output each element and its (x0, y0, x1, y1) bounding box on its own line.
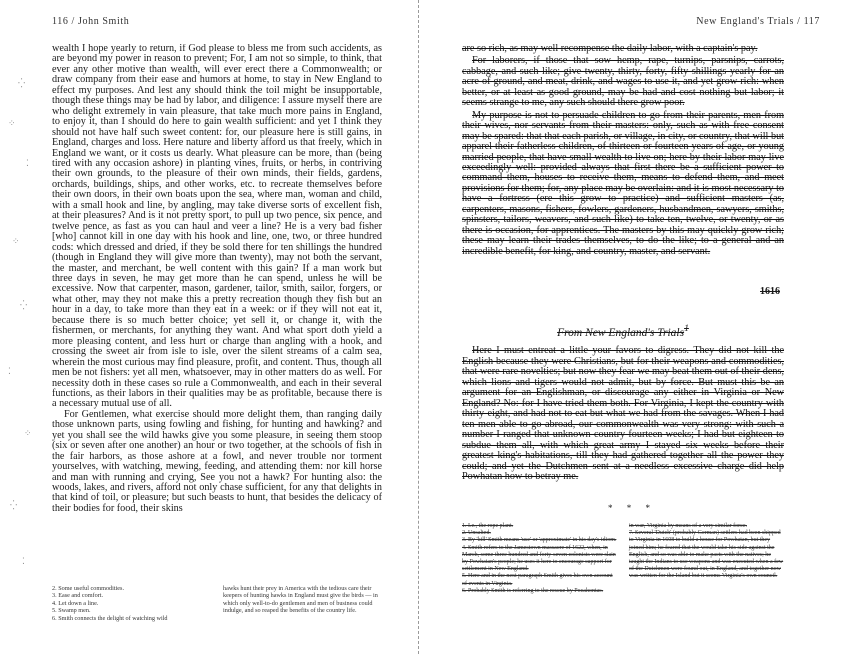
footnote: 2. Unsalted. (462, 530, 491, 537)
footnote: hawks hunt their prey in America with the tedious care their keepers of hunting hawks in England must give the birds — in which only well-to-do gentlemen and men of business could indulge, and so reaped the benefits of the country life. (223, 585, 378, 615)
footnote: 5. Here and in the next paragraph Smith gives his own account of events in Virginia. (462, 573, 613, 587)
margin-mark: ⁚ (22, 556, 25, 566)
left-running-head: 116 / John Smith (52, 16, 130, 27)
footnote: 4. Smith refers to the Jamestown massacre of 1622, when, in March, some three hundred and forty-seven colonists were slain by Powhatan's people; he uses it here to encourage support for settlement in New England. (462, 544, 616, 573)
date-line: 1616 (760, 286, 780, 297)
section-body (462, 346, 784, 483)
section-break: * * * (608, 503, 656, 513)
right-running-head: New England's Trials / 117 (696, 16, 820, 27)
page-gutter (418, 0, 419, 654)
footnote: 5. Swamp men. (52, 607, 91, 615)
margin-annotations (0, 0, 60, 654)
left-footnotes (52, 585, 382, 622)
margin-mark: ⁛ (20, 300, 28, 310)
footnote: 3. By 'kill' Smith means 'use' or 'approximate' in his day's idiom. (462, 537, 617, 544)
section-title (462, 323, 784, 339)
footnote-column (223, 585, 382, 622)
paragraph: For Gentlemen, what exercise should more delight them, than ranging daily those unknown parts, using fowling and fishing, for hunting and hawking? and yet you shall see the wild hawks give you some pleasure, in seeing them stoop (six or seven after one another) an hour or two together, at the schools of fish in the fair harbors, as those ashore at a fowl, and never trouble nor torment yourselves, with watching, mewing, feeding, and attending them: nor kill horse and man with running and crying, See you not a hawk? For hunting also: the woods, lakes, and rivers, afford not only chase sufficient, for any that delights in that kind of toil, or pleasure; but such beasts to hunt, that besides the delicacy of their bodies for food, their skins (52, 408, 382, 514)
paragraph: Here I must entreat a little your favors to digress. They did not kill the English because they were Christians, but for their weapons and commodities, that were rare novelties; but now they fear we may beat them out of their dens, which lions and tigers would not admit, but by force. But must this be an argument for an Englishman, or discourage any either in Virginia or New England? No: for I have tried them both. For Virginia, I kept the country with thirty-eight, and had not to eat but what we had from the savages. When I had ten men able to go abroad, our commonwealth was very strong: with such a number I ranged that unknown country fourteen weeks; I had but eighteen to subdue them all, with which great army I stayed six weeks before their greatest king's habitations, till they had gathered together all the power they could; and yet the Dutchmen sent at a needless excessive charge did help Powhatan how to betray me. (462, 345, 784, 482)
margin-mark: ⁘ (8, 118, 16, 128)
right-footnotes (462, 523, 784, 595)
paragraph: For laborers, if those that sow hemp, rape, turnips, parsnips, carrots, cabbage, and such like; give twenty, thirty, forty, fifty shillings yearly for an acre of ground, and meat, drink, and wages to use it, and yet grow rich: when better, or at least as good ground, may be had and cost nothing but labor; it seems strange to me, any such should there grow poor. (462, 55, 784, 109)
section-title-text: From New England's Trials (557, 326, 685, 339)
left-body-text (52, 44, 382, 579)
margin-mark: ⁘ (24, 428, 32, 438)
footnote: 6. Smith connects the delight of watching wild (52, 614, 168, 622)
footnote: 3. Ease and comfort. (52, 592, 104, 600)
paragraph: are so rich, as may well recompense the daily labor, with a captain's pay. (462, 43, 758, 54)
margin-mark: ⁘ (12, 236, 20, 246)
right-body-text (462, 44, 784, 259)
footnote-column (462, 523, 617, 595)
margin-mark: ⁛ (10, 500, 18, 510)
paragraph: My purpose is not to persuade children to go from their parents, men from their wives, nor servants from their masters: only, such as with free consent may be spared: that that each parish, or village, in city, or country, that will but apparel their fatherless children, of thirteen or fourteen years of age, or young married people, that have small wealth to live on; here by their labor may live exceedingly well: provided always that first there be a sufficient power to command them, houses to receive them, means to defend them, and meet provisions for them; for, any place may be overlain: and it is most necessary to have a fortress (ere this grow to practice) and sufficient masters (as, carpenters, masons, fishers, fowlers, gardeners, husbandmen, sawyers, smiths, spinsters, tailors, weavers, and such like) to take ten, twelve, or twenty, or as there is occasion, for apprentices. The masters by this may quickly grow rich; these may learn their trades themselves, to do the like; to a general and an incredible benefit, for king, and country, master, and servant. (462, 109, 784, 257)
margin-mark: ⁚ (8, 366, 11, 376)
margin-mark: ⁛ (18, 78, 26, 88)
footnote: 6. Probably Smith is referring to the rescue by Pocahontas. (462, 587, 604, 594)
footnote: 1. I.e., the rope plant. (462, 523, 514, 529)
footnote: 2. Some useful commodities. (52, 585, 125, 592)
footnote: in war, Virginia by means of a very similar force. (629, 523, 747, 529)
footnote-column (629, 523, 784, 595)
margin-mark: ⁚ (26, 158, 29, 168)
footnote: 4. Let down a line. (52, 599, 99, 607)
section-title-note: 1 (684, 323, 689, 334)
paragraph: wealth I hope yearly to return, if God please to bless me from such accidents, as are beyond my power in reason to prevent; For, I am not so simple, to think, that ever any other motive than wealth, will ever erect there a Commonwealth; or draw company from their ease and humors at home, to stay in New England to effect my purposes. And lest any should think the toil might be insupportable, though these things may be had by labor, and diligence: I assure myself there are who delight extremely in vain pleasure, that take much more pains in England, to enjoy it, than I should do here to gain wealth sufficient: and yet I think they should not have half such sweet content: for, our pleasure here is still gains, in England, charges and loss. Here nature and liberty afford us that freely, which in England we want, or it costs us dearly. What pleasure can be more, than (being tired with any occasion ashore) in planting vines, fruits, or herbs, in contriving their own grounds, to the pleasure of their own minds, their fields, gardens, orchards, buildings, ships, and other works, etc. to recreate themselves before their own doors, in their own boats upon the sea, where man, woman and child, with a small hook and line, by angling, may take diverse sorts of excellent fish, at their pleasures? And is it not pretty sport, to pull up two pence, six pence, and twelve pence, as fast as you can haul and veer a line? He is a very bad fisher [who] cannot kill in one day with his hook and line, one, two, or three hundred cods: which dressed and dried, if they be sold there for ten shillings the hundred (though in England they will give more than twenty), may not both the servant, the master, and merchant, be well content with this gain? If a man work but three days in seven, he may get more than he can spend, unless he will be excessive. Now that carpenter, mason, gardener, tailor, smith, sailor, forgers, or what other, may they not make this a pretty recreation though they fish but an hour in a day, to take more than they eat in a week: or if they will not eat it, because there is so much better choice; yet sell it, or change it, with the fishermen, or merchants, for anything they want. And what sport doth yield a more pleasing content, and less hurt or charge than angling with a hook, and crossing the sweet air from isle to isle, over the silent streams of a calm sea, wherein the most curious may find pleasure, profit, and content. Thus, though all men be not fishers: yet all men, whatsoever, may in other matters do as well. For necessity doth in these cases so rule a Commonwealth, and each in their several functions, as their labors in their qualities may be as profitable, because there is a necessary mutual use of all. (52, 44, 382, 410)
footnote-column (52, 585, 211, 622)
footnote: 7. Several 'Dutch' (probably German) settlers had been shipped to Virginia in 1608 to build a house for Powhatan, but they joined him; he feared that the would take his side against the English, and so was able to make pacts with the natives; he taught the Indians to use weapons and was executed when a few of the Dutchmen were found out, in England, and together now was written for the Island but it seems Virginia's own council. (629, 530, 784, 580)
